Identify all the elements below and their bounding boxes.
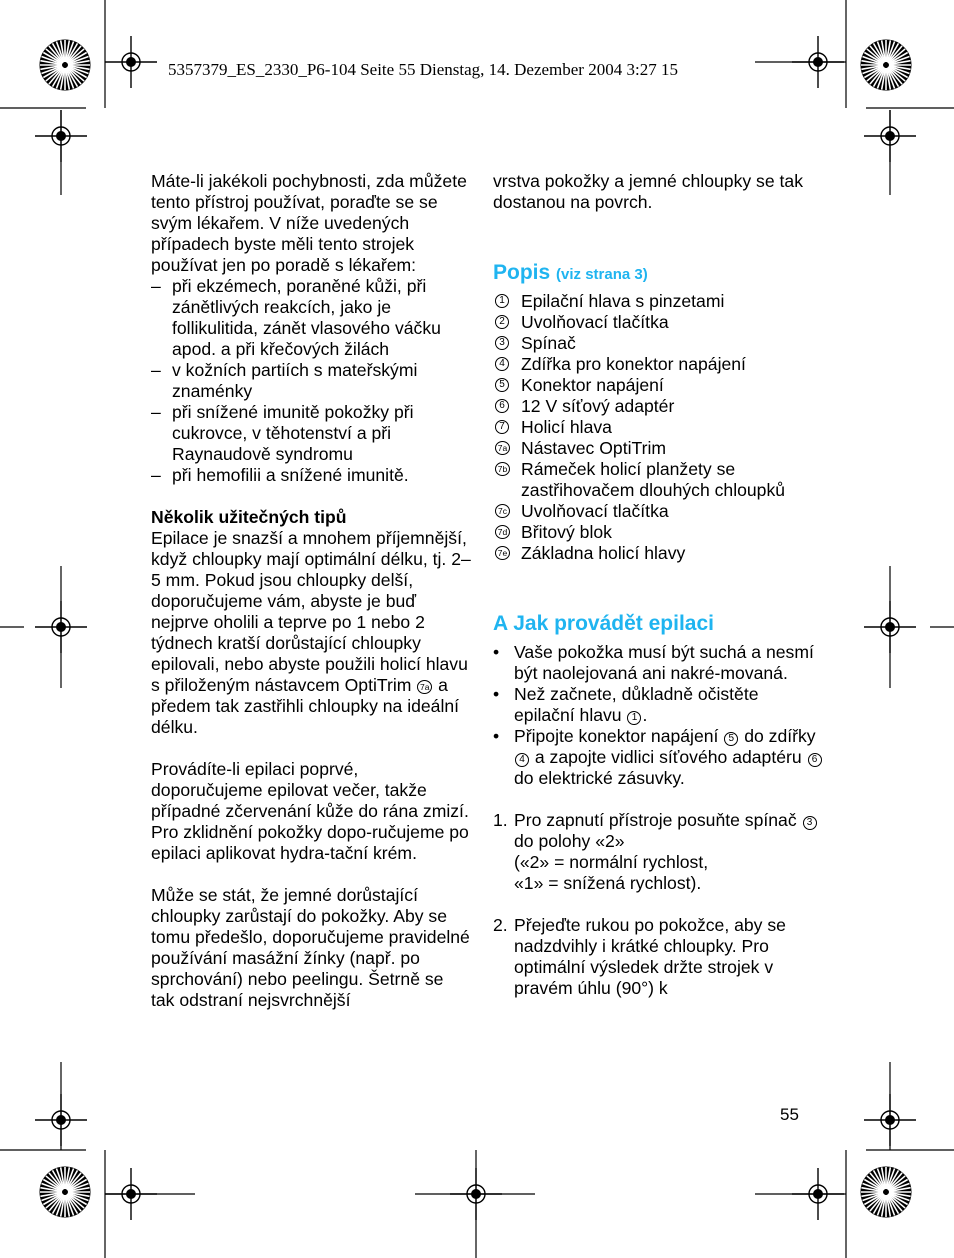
tips-heading: Několik užitečných tipů	[151, 507, 347, 527]
list-item: 1. Pro zapnutí přístroje posuňte spínač 3 do polohy «2» («2» = normální rychlost, «1» = snížená rychlost).	[493, 810, 823, 894]
list-item: 2 Uvolňovací tlačítka	[493, 312, 823, 333]
intro-paragraph: Máte-li jakékoli pochybnosti, zda můžete tento přístroj používat, poraďte se se svým lékařem. V níže uvedených případech byste měli tento strojek používat jen po poradě s lékařem:	[151, 171, 467, 275]
list-item: 1 Epilační hlava s pinzetami	[493, 291, 823, 312]
ref-3-icon: 3	[495, 336, 509, 350]
list-item: 7e Základna holicí hlavy	[493, 543, 823, 564]
ref-7a-icon: 7a	[417, 680, 432, 694]
list-item: 5 Konektor napájení	[493, 375, 823, 396]
right-column	[493, 171, 823, 999]
print-header: 5357379_ES_2330_P6-104 Seite 55 Dienstag, 14. Dezember 2004 3:27 15	[168, 60, 678, 79]
list-item: 7b Rámeček holicí planžety se zastřihovačem dlouhých chloupků	[493, 459, 823, 501]
list-item: • Vaše pokožka musí být suchá a nesmí být naolejovaná ani nakré-movaná.	[493, 642, 814, 683]
ref-1-icon: 1	[627, 711, 641, 725]
ref-4-icon: 4	[495, 357, 509, 371]
ref-7-icon: 7	[495, 420, 509, 434]
ref-7c-icon: 7c	[495, 504, 510, 518]
continued-paragraph: vrstva pokožky a jemné chloupky se tak dostanou na povrch.	[493, 171, 803, 212]
ref-7d-icon: 7d	[495, 525, 510, 539]
list-item: – při hemofilii a snížené imunitě.	[151, 465, 409, 485]
list-item: 7c Uvolňovací tlačítka	[493, 501, 823, 522]
epilation-heading: A Jak provádět epilaci	[493, 612, 714, 635]
tips-paragraph: Epilace je snazší a mnohem příjemnější, když chloupky mají optimální délku, tj. 2–5 mm. Pokud jsou chloupky delší, doporučujeme vám, abyste je buď nejprve oholili a teprve po 1 nebo 2 týdnech kratší dorůstající chloupky epilovali, nebo abyste použili holicí hlavu s přiloženým nástavcem OptiTrim 7a a předem tak zastřihli chloupky na ideální délku.	[151, 528, 471, 737]
list-item: – při snížené imunitě pokožky při cukrovce, v těhotenství a při Raynaudově syndromu	[151, 402, 414, 464]
ref-1-icon: 1	[495, 294, 509, 308]
list-item: 7 Holicí hlava	[493, 417, 823, 438]
ref-7b-icon: 7b	[495, 462, 510, 476]
ref-7a-icon: 7a	[495, 441, 510, 455]
ref-5-icon: 5	[495, 378, 509, 392]
list-item: 3 Spínač	[493, 333, 823, 354]
first-epilation-paragraph: Provádíte-li epilaci poprvé, doporučujeme epilovat večer, takže případné zčervenání kůže do rána zmizí. Pro zklidnění pokožky dopo-ručujeme po epilaci aplikovat hydra-tační krém.	[151, 759, 469, 863]
ingrown-hairs-paragraph: Může se stát, že jemné dorůstající chloupky zarůstají do pokožky. Aby se tomu předešlo, doporučujeme pravidelné používání masážní žínky (např. po sprchování) nebo peelingu. Šetrně se tak odstraní nejsvrchnější	[151, 885, 470, 1010]
ref-2-icon: 2	[495, 315, 509, 329]
list-item: 4 Zdířka pro konektor napájení	[493, 354, 823, 375]
parts-list	[493, 291, 823, 564]
ref-4-icon: 4	[515, 753, 529, 767]
ref-3-icon: 3	[803, 816, 817, 830]
list-item: 7a Nástavec OptiTrim	[493, 438, 823, 459]
list-item: • Než začnete, důkladně očistěte epilační hlavu 1 .	[493, 684, 759, 725]
list-item: – v kožních partiích s mateřskými znaménky	[151, 360, 418, 401]
ref-5-icon: 5	[724, 732, 738, 746]
list-item: • Připojte konektor napájení 5 do zdířky 4 a zapojte vidlici síťového adaptéru 6 do elektrické zásuvky.	[493, 726, 823, 789]
list-item: – při ekzémech, poraněné kůži, při zánětlivých reakcích, jako je follikulitida, zánět vlasového váčku apod. a při křečových žilách	[151, 276, 441, 359]
list-item: 2. Přejeďte rukou po pokožce, aby se nadzdvihly i krátké chloupky. Pro optimální výsledek držte strojek v pravém úhlu (90°) k	[493, 915, 786, 998]
list-item: 6 12 V síťový adaptér	[493, 396, 823, 417]
list-item: 7d Břitový blok	[493, 522, 823, 543]
left-column	[151, 171, 471, 1011]
page-number: 55	[780, 1105, 799, 1124]
ref-7e-icon: 7e	[495, 546, 510, 560]
ref-6-icon: 6	[495, 399, 509, 413]
ref-6-icon: 6	[808, 753, 822, 767]
popis-heading: Popis (viz strana 3)	[493, 261, 648, 284]
